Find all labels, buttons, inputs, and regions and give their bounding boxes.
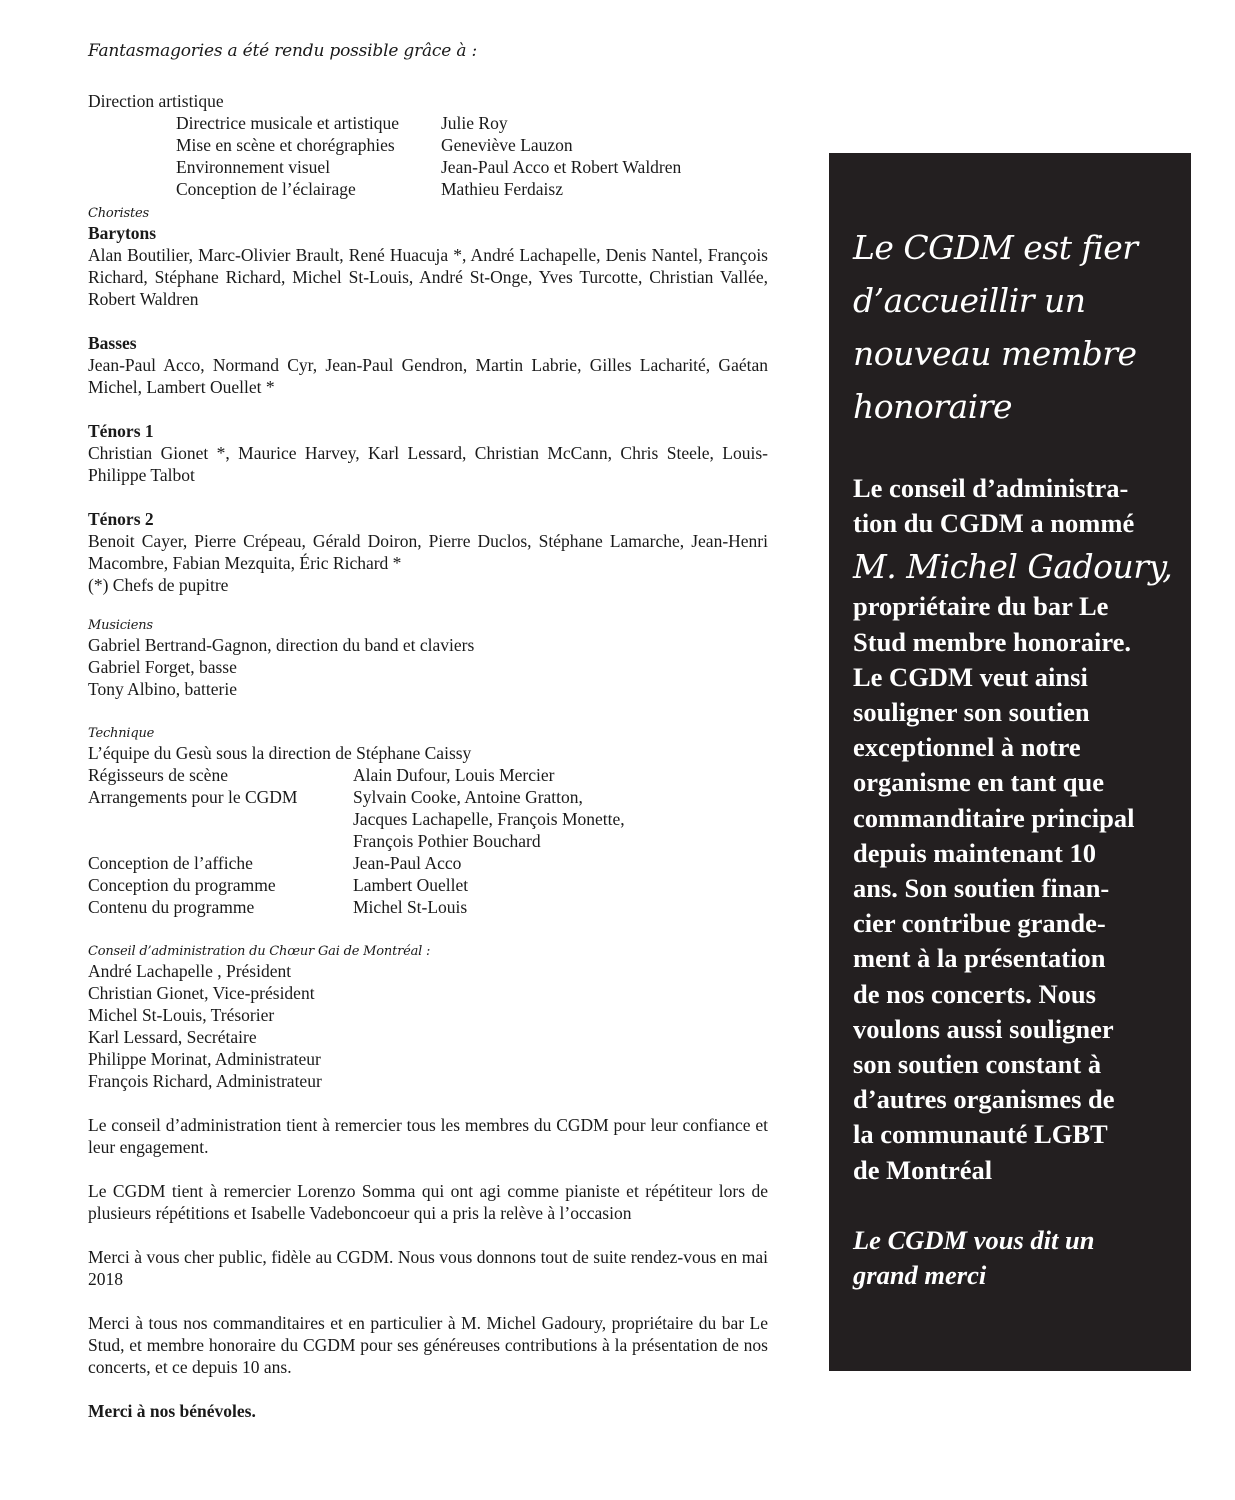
credit-role: Régisseurs de scène [88,765,228,785]
singer-names: Benoit Cayer, Pierre Crépeau, Gérald Doiron, Pierre Duclos, Stéphane Lamarche, Jean-Henri Macombre, Fabian Mezquita, Éric Richard * [88,531,768,573]
panel-title-line: d’accueillir un [853,281,1086,320]
honorary-member-panel [829,153,1191,1371]
closing-line: Merci à nos bénévoles. [88,1401,256,1421]
list-item: François Richard, Administrateur [88,1071,322,1091]
list-item: Christian Gionet, Vice-président [88,983,315,1003]
list-item: Philippe Morinat, Administrateur [88,1049,321,1069]
credit-name: Mathieu Ferdaisz [441,179,563,199]
panel-body-line: son soutien constant à [853,1049,1102,1080]
thanks-paragraph: Merci à tous nos commanditaires et en particulier à M. Michel Gadoury, propriétaire du bar Le Stud, et membre honoraire du CGDM pour ses généreuses contributions à la présentation de nos concerts, et ce depuis 10 ans. [88,1313,768,1377]
singer-names: Christian Gionet *, Maurice Harvey, Karl Lessard, Christian McCann, Chris Steele, Louis-Philippe Talbot [88,443,768,485]
technique-heading: Technique [88,726,155,741]
panel-body-line: Le CGDM veut ainsi [853,661,1088,692]
list-item: Gabriel Forget, basse [88,657,237,677]
thanks-paragraph: Le conseil d’administration tient à remercier tous les membres du CGDM pour leur confiance et leur engagement. [88,1115,768,1157]
credit-name: Jean-Paul Acco et Robert Waldren [441,157,682,177]
credit-name: Alain Dufour, Louis Mercier [353,765,555,785]
musiciens-heading: Musiciens [88,618,153,633]
credit-name: Julie Roy [441,113,508,133]
panel-title-line: honoraire [853,387,1013,426]
panel-closing-line: grand merci [853,1260,987,1291]
section-title: Basses [88,333,137,353]
panel-body-line: commanditaire principal [853,802,1135,833]
panel-lead-line: tion du CGDM a nommé [853,508,1135,539]
credit-role: Conception du programme [88,875,276,895]
list-item: Gabriel Bertrand-Gagnon, direction du band et claviers [88,635,475,655]
credit-name: Lambert Ouellet [353,875,469,895]
panel-body-line: exceptionnel à notre [853,732,1081,763]
panel-body-line: ment à la présentation [853,943,1106,974]
panel-body-line: d’autres organismes de [853,1084,1115,1115]
credit-name: Geneviève Lauzon [441,135,573,155]
credit-role: Mise en scène et chorégraphies [176,135,395,155]
credit-role: Environnement visuel [176,157,331,177]
credit-name: François Pothier Bouchard [353,831,541,851]
panel-body [853,589,1169,1187]
choristes-heading: Choristes [88,206,149,221]
credit-role [88,808,353,830]
credit-role: Conception de l’éclairage [176,179,356,199]
panel-body-line: de Montréal [853,1154,993,1185]
musicians-list [88,634,768,700]
credit-name: Jean-Paul Acco [353,853,462,873]
credit-name: Michel St-Louis [353,897,468,917]
panel-body-line: depuis maintenant 10 [853,837,1096,868]
credit-name: Jacques Lachapelle, François Monette, [353,809,625,829]
panel-body-line: la communauté LGBT [853,1119,1108,1150]
list-item: Tony Albino, batterie [88,679,237,699]
credits-column [88,40,768,1422]
credit-role: Contenu du programme [88,897,255,917]
technique-credits [88,764,768,918]
credit-name: Sylvain Cooke, Antoine Gratton, [353,787,583,807]
panel-closing-line: Le CGDM vous dit un [853,1224,1095,1255]
singer-names: Alan Boutilier, Marc-Olivier Brault, René Huacuja *, André Lachapelle, Denis Nantel, François Richard, Stéphane Richard, Michel St-Louis, André St-Onge, Yves Turcotte, Christian Vallée, Robert Waldren [88,245,768,309]
panel-body-line: Stud membre honoraire. [853,626,1132,657]
panel-body-line: voulons aussi souligner [853,1013,1114,1044]
panel-body-line: de nos concerts. Nous [853,978,1096,1009]
credit-role: Directrice musicale et artistique [176,113,400,133]
list-item: André Lachapelle , Président [88,961,292,981]
list-item: Karl Lessard, Secrétaire [88,1027,257,1047]
panel-title [853,221,1169,433]
panel-body-line: organisme en tant que [853,767,1105,798]
artistic-heading: Direction artistique [88,91,224,111]
panel-lead-line: Le conseil d’administra- [853,473,1129,503]
artistic-credits [176,112,768,200]
panel-body-line: souligner son soutien [853,697,1090,728]
section-title: Ténors 1 [88,421,154,441]
conseil-heading: Conseil d’administration du Chœur Gai de Montréal : [88,944,431,959]
credit-role: Conception de l’affiche [88,853,253,873]
panel-title-line: nouveau membre [853,334,1137,373]
thanks-paragraph: Le CGDM tient à remercier Lorenzo Somma qui ont agi comme pianiste et répétiteur lors de plusieurs répétitions et Isabelle Vadeboncoeur qui a pris la relève à l’occasion [88,1181,768,1223]
panel-title-line: Le CGDM est fier [853,228,1138,267]
panel-body-line: ans. Son soutien finan- [853,873,1110,904]
panel-body-line: cier contribue grande- [853,908,1106,939]
intro-heading: Fantasmagories a été rendu possible grâce à : [88,41,477,61]
thanks-paragraph: Merci à vous cher public, fidèle au CGDM. Nous vous donnons tout de suite rendez-vous en mai 2018 [88,1247,768,1289]
singer-names: Jean-Paul Acco, Normand Cyr, Jean-Paul Gendron, Martin Labrie, Gilles Lacharité, Gaétan Michel, Lambert Ouellet * [88,355,768,397]
list-item: Michel St-Louis, Trésorier [88,1005,275,1025]
section-title: Barytons [88,223,157,243]
footnote: (*) Chefs de pupitre [88,575,229,595]
section-title: Ténors 2 [88,509,154,529]
credit-role [88,830,353,852]
panel-body-line: propriétaire du bar Le [853,591,1109,622]
honoree-name: M. Michel Gadoury, [853,547,1173,587]
technique-line: L’équipe du Gesù sous la direction de Stéphane Caissy [88,743,472,763]
credit-role: Arrangements pour le CGDM [88,787,298,807]
board-list [88,960,768,1092]
